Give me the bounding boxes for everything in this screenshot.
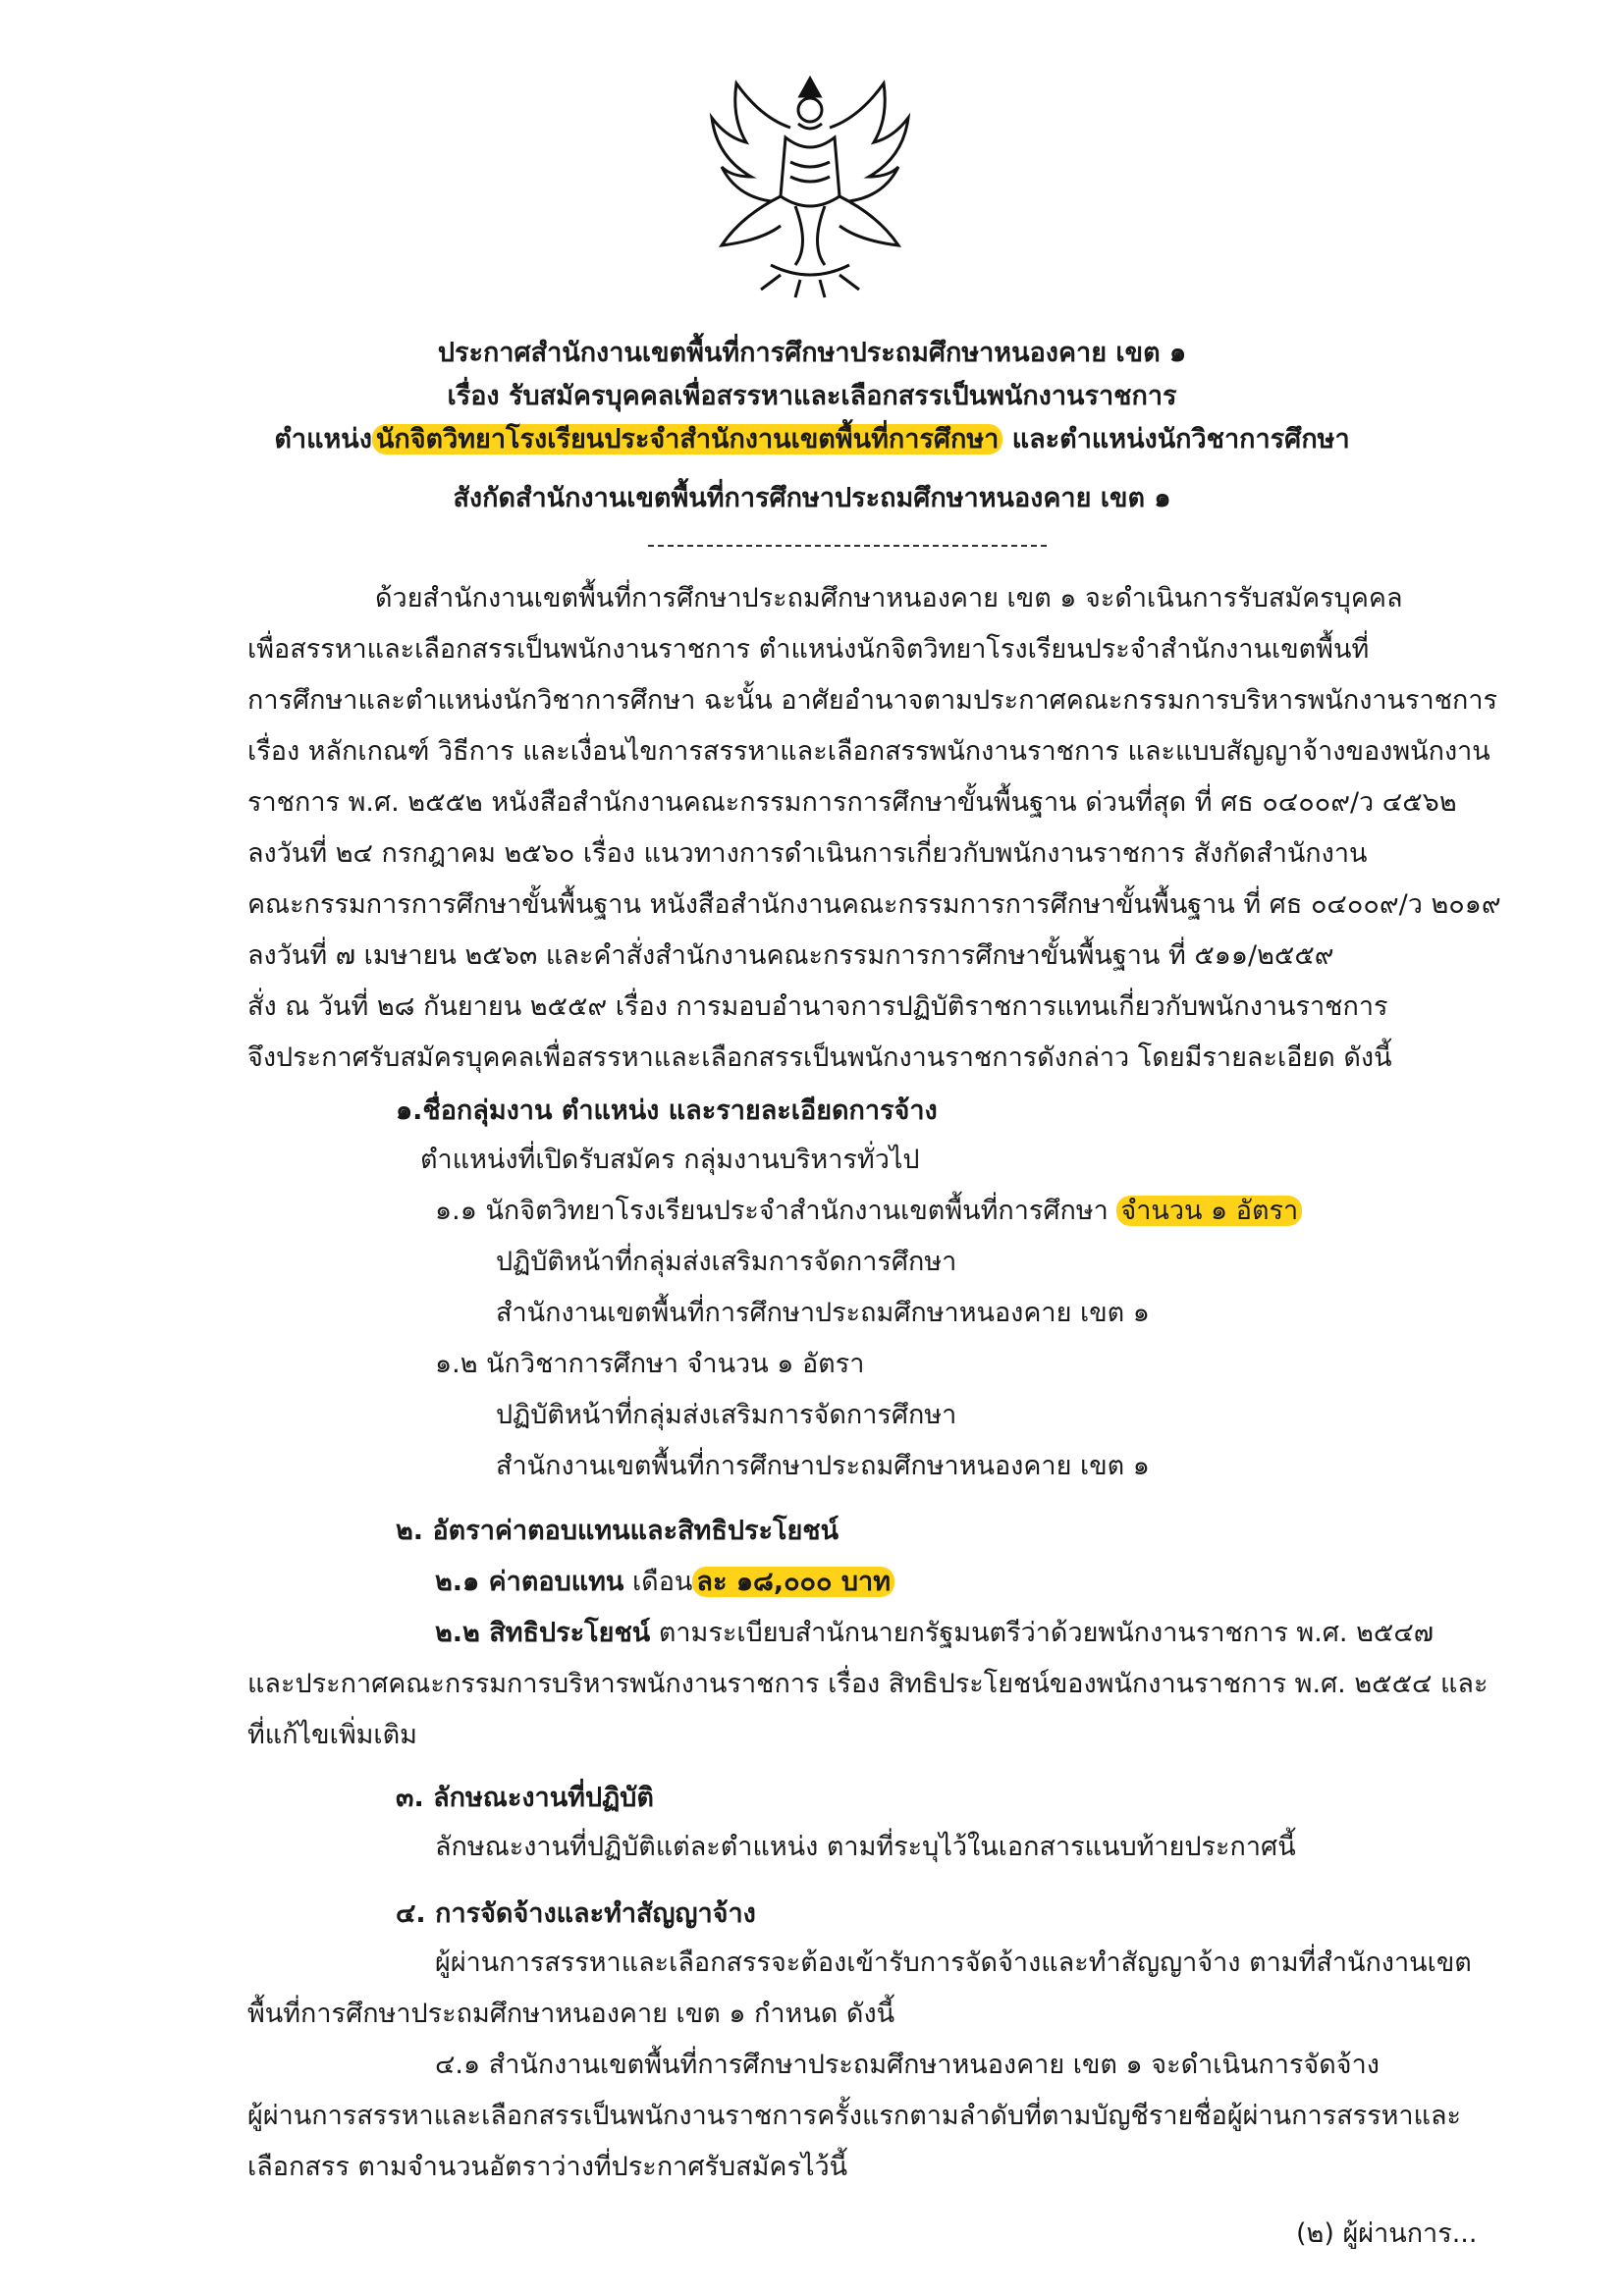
intro-line: ด้วยสำนักงานเขตพื้นที่การศึกษาประถมศึกษาหนองคาย เขต ๑ จะดำเนินการรับสมัครบุคคล (375, 583, 1403, 614)
title-line-3 (0, 420, 1624, 459)
item-1-text: ๑.๑ นักจิตวิทยาโรงเรียนประจำสำนักงานเขตพื้นที่การศึกษา (435, 1196, 1117, 1226)
section-4-p2-line-1: ๔.๑ สำนักงานเขตพื้นที่การศึกษาประถมศึกษาหนองคาย เขต ๑ จะดำเนินการจัดจ้าง (435, 2050, 1380, 2080)
intro-line: เพื่อสรรหาและเลือกสรรเป็นพนักงานราชการ ตำแหน่งนักจิตวิทยาโรงเรียนประจำสำนักงานเขตพื้นที่ (247, 634, 1370, 665)
pay-label: ๒.๑ ค่าตอบแทน (435, 1567, 624, 1597)
title-line-3-suffix: และตำแหน่งนักวิชาการศึกษา (1002, 424, 1350, 454)
benefit-line-3: ที่แก้ไขเพิ่มเติม (247, 1720, 417, 1750)
section-1-group: ตำแหน่งที่เปิดรับสมัคร กลุ่มงานบริหารทั่วไป (420, 1145, 920, 1175)
item-2-duty: ปฏิบัติหน้าที่กลุ่มส่งเสริมการจัดการศึกษา (496, 1400, 957, 1430)
item-1-office: สำนักงานเขตพื้นที่การศึกษาประถมศึกษาหนองคาย เขต ๑ (496, 1298, 1150, 1328)
benefit-text: ตามระเบียบสำนักนายกรัฐมนตรีว่าด้วยพนักงานราชการ พ.ศ. ๒๕๔๗ (650, 1618, 1435, 1648)
section-2-heading: ๒. อัตราค่าตอบแทนและสิทธิประโยชน์ (396, 1516, 839, 1546)
title-line-4: สังกัดสำนักงานเขตพื้นที่การศึกษาประถมศึกษาหนองคาย เขต ๑ (453, 483, 1171, 513)
section-4-p2-line-3: เลือกสรร ตามจำนวนอัตราว่างที่ประกาศรับสมัครไว้นี้ (247, 2152, 848, 2182)
section-1-item-2: ๑.๒ นักวิชาการศึกษา จำนวน ๑ อัตรา (435, 1349, 865, 1379)
title-line-1: ประกาศสำนักงานเขตพื้นที่การศึกษาประถมศึกษาหนองคาย เขต ๑ (437, 338, 1187, 368)
intro-line: คณะกรรมการการศึกษาขั้นพื้นฐาน หนังสือสำนักงานคณะกรรมการการศึกษาขั้นพื้นฐาน ที่ ศธ ๐๔๐๐๙/ว ๒๐๑๙ (247, 889, 1501, 920)
intro-line: การศึกษาและตำแหน่งนักวิชาการศึกษา ฉะนั้น อาศัยอำนาจตามประกาศคณะกรรมการบริหารพนักงานราชการ (247, 685, 1498, 716)
benefit-label: ๒.๒ สิทธิประโยชน์ (435, 1618, 651, 1648)
section-3-heading: ๓. ลักษณะงานที่ปฏิบัติ (396, 1783, 654, 1813)
garuda-emblem-icon (692, 69, 928, 304)
item-1-count: จำนวน ๑ อัตรา (1116, 1196, 1302, 1226)
section-2-pay (435, 1563, 894, 1602)
title-divider (648, 545, 1047, 547)
pay-amount: ละ ๑๘,๐๐๐ บาท (692, 1567, 894, 1597)
section-1-item-1 (435, 1192, 1302, 1231)
intro-line: ลงวันที่ ๒๔ กรกฎาคม ๒๕๖๐ เรื่อง แนวทางการดำเนินการเกี่ยวกับพนักงานราชการ สังกัดสำนักงาน (247, 838, 1368, 869)
next-page-indicator: (๒) ผู้ผ่านการ... (1296, 2218, 1478, 2249)
section-4-heading: ๔. การจัดจ้างและทำสัญญาจ้าง (396, 1898, 756, 1929)
section-4-p1-line-2: พื้นที่การศึกษาประถมศึกษาหนองคาย เขต ๑ กำหนด ดังนี้ (247, 1999, 895, 2029)
title-highlight: นักจิตวิทยาโรงเรียนประจำสำนักงานเขตพื้นที่การศึกษา (372, 424, 1002, 454)
section-2-benefit (435, 1614, 1434, 1653)
intro-line: จึงประกาศรับสมัครบุคคลเพื่อสรรหาและเลือกสรรเป็นพนักงานราชการดังกล่าว โดยมีรายละเอียด ดังนี้ (247, 1042, 1392, 1073)
section-4-p1-line-1: ผู้ผ่านการสรรหาและเลือกสรรจะต้องเข้ารับการจัดจ้างและทำสัญญาจ้าง ตามที่สำนักงานเขต (435, 1948, 1472, 1978)
title-line-3-prefix: ตำแหน่ง (274, 424, 372, 454)
item-1-duty: ปฏิบัติหน้าที่กลุ่มส่งเสริมการจัดการศึกษา (496, 1247, 957, 1277)
benefit-line-2: และประกาศคณะกรรมการบริหารพนักงานราชการ เรื่อง สิทธิประโยชน์ของพนักงานราชการ พ.ศ. ๒๕๕๔ และ (247, 1669, 1489, 1699)
item-2-office: สำนักงานเขตพื้นที่การศึกษาประถมศึกษาหนองคาย เขต ๑ (496, 1451, 1150, 1481)
intro-line: สั่ง ณ วันที่ ๒๘ กันยายน ๒๕๕๙ เรื่อง การมอบอำนาจการปฏิบัติราชการแทนเกี่ยวกับพนักงานราชการ (247, 991, 1388, 1022)
title-line-2: เรื่อง รับสมัครบุคคลเพื่อสรรหาและเลือกสรรเป็นพนักงานราชการ (447, 381, 1177, 411)
intro-line: ราชการ พ.ศ. ๒๕๕๒ หนังสือสำนักงานคณะกรรมการการศึกษาขั้นพื้นฐาน ด่วนที่สุด ที่ ศธ ๐๔๐๐๙/ว ๔๕๖๒ (247, 787, 1457, 818)
pay-month: เดือน (623, 1567, 693, 1597)
section-1-heading: ๑.ชื่อกลุ่มงาน ตำแหน่ง และรายละเอียดการจ้าง (396, 1095, 938, 1126)
section-3-text: ลักษณะงานที่ปฏิบัติแต่ละตำแหน่ง ตามที่ระบุไว้ในเอกสารแนบท้ายประกาศนี้ (435, 1832, 1296, 1862)
intro-line: ลงวันที่ ๗ เมษายน ๒๕๖๓ และคำสั่งสำนักงานคณะกรรมการการศึกษาขั้นพื้นฐาน ที่ ๕๑๑/๒๕๕๙ (247, 940, 1334, 971)
intro-line: เรื่อง หลักเกณฑ์ วิธีการ และเงื่อนไขการสรรหาและเลือกสรรพนักงานราชการ และแบบสัญญาจ้างของพนักงาน (247, 736, 1490, 767)
section-4-p2-line-2: ผู้ผ่านการสรรหาและเลือกสรรเป็นพนักงานราชการครั้งแรกตามลำดับที่ตามบัญชีรายชื่อผู้ผ่านการสรรหาและ (247, 2101, 1462, 2131)
